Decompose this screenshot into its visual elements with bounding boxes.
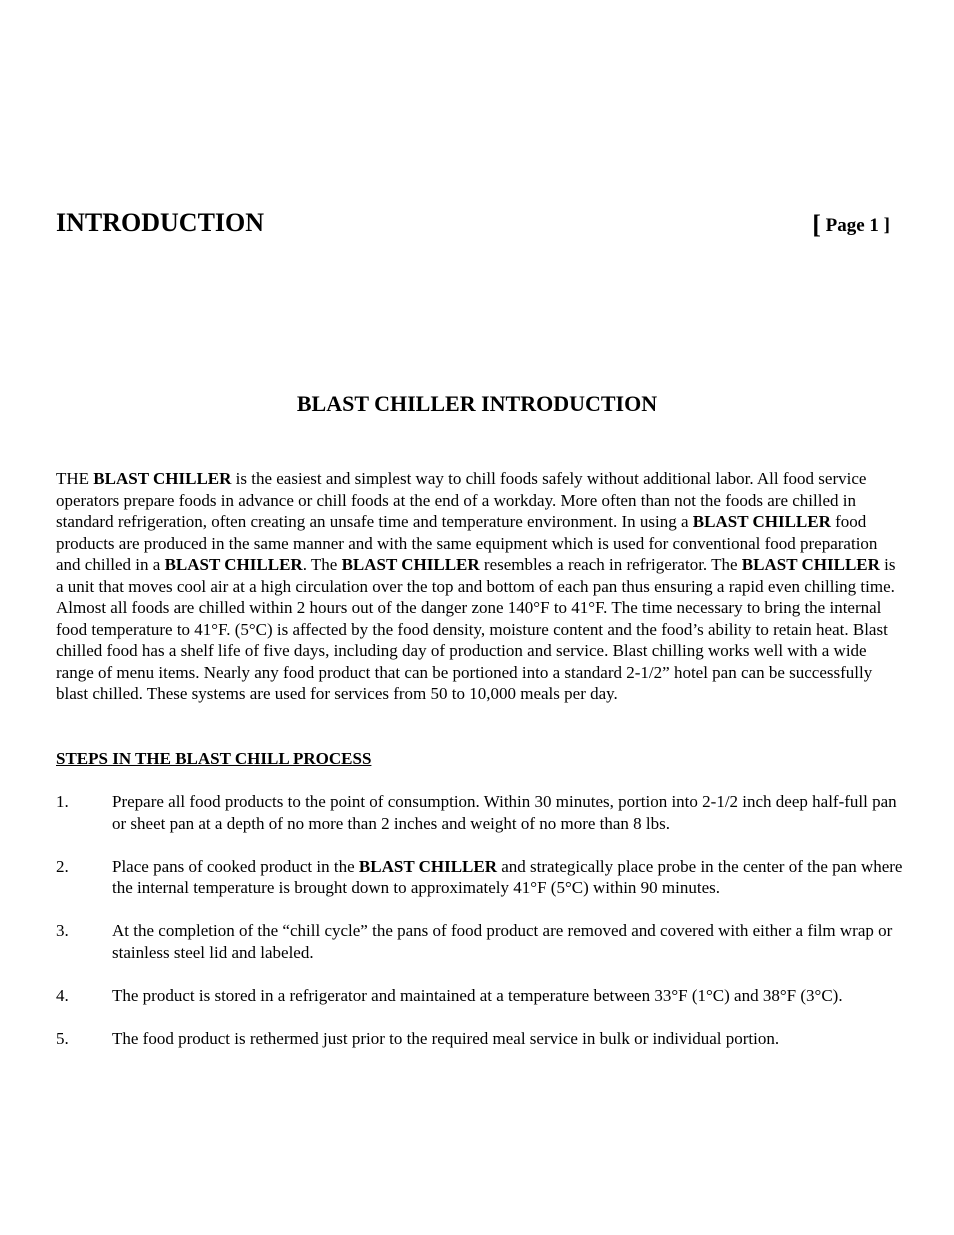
step-text: and strategically place probe in the center of the pan where the internal temperature is brought down to approximately 41°F (5°C) within 90 minutes. [112,856,903,897]
intro-text: . The [302,555,342,574]
intro-bold-term: BLAST CHILLER [692,512,831,531]
page-number [812,208,890,243]
step-item-1 [56,791,906,834]
page-number-bracket: [ [812,210,821,239]
step-text: Prepare all food products to the point of consumption. Within 30 minutes, portion into 2-1/2 inch deep half-full pan or sheet pan at a depth of no more than 2 inches and weight of no more than 8 lbs. [112,792,897,833]
page-number-label: Page 1 ] [825,215,890,236]
step-bold-term: BLAST CHILLER [358,856,498,876]
intro-bold-term: BLAST CHILLER [164,555,303,574]
page-title: INTRODUCTION [56,208,265,237]
step-text: The food product is rethermed just prior to the required meal service in bulk or individual portion. [112,1028,780,1048]
intro-paragraph [56,468,906,705]
intro-text: is the easiest and simplest way to chill foods safely without additional labor. All food service operators prepare foods in advance or chill foods at the end of a workday. More often than not the foods are chilled in standard refrigeration, often creating an unsafe time and temperature environment. In using a [56,469,867,531]
step-item-3 [56,920,906,963]
step-number: 4. [56,985,69,1005]
step-item-5 [56,1028,906,1050]
step-item-2 [56,856,906,899]
intro-text: is a unit that moves cool air at a high circulation over the top and bottom of each pan thus ensuring a rapid even chilling time. Almost all foods are chilled within 2 hours out of the danger zone 140°F to 41°F. The time necessary to bring the internal food temperature to 41°F. (5°C) is affected by the food density, moisture content and the food’s ability to retain heat. Blast chilled food has a shelf life of five days, including day of production and service. Blast chilling works well with a wide range of menu items. Nearly any food product that can be portioned into a standard 2-1/2” hotel pan can be successfully blast chilled. These systems are used for services from 50 to 10,000 meals per day. [56,555,896,703]
step-text: The product is stored in a refrigerator and maintained at a temperature between 33°F (1°C) and 38°F (3°C). [112,985,843,1005]
page-header [56,206,890,246]
intro-text: resembles a reach in refrigerator. The [479,555,742,574]
steps-heading: STEPS IN THE BLAST CHILL PROCESS [56,749,372,768]
intro-bold-term: BLAST CHILLER [93,469,232,488]
step-number: 1. [56,792,69,811]
step-number: 2. [56,856,69,876]
step-item-4 [56,985,906,1007]
document-heading: BLAST CHILLER INTRODUCTION [296,391,658,416]
intro-text: food products are produced in the same manner and with the same equipment which is used for conventional food preparation and chilled in a [56,512,878,574]
step-number: 5. [56,1028,69,1048]
step-text: Place pans of cooked product in the [112,856,359,876]
intro-text: THE [56,469,94,488]
intro-bold-term: BLAST CHILLER [741,555,880,574]
steps-list [56,791,906,1071]
intro-bold-term: BLAST CHILLER [341,555,480,574]
step-number: 3. [56,921,69,940]
step-text: At the completion of the “chill cycle” the pans of food product are removed and covered with either a film wrap or stainless steel lid and labeled. [112,921,893,962]
